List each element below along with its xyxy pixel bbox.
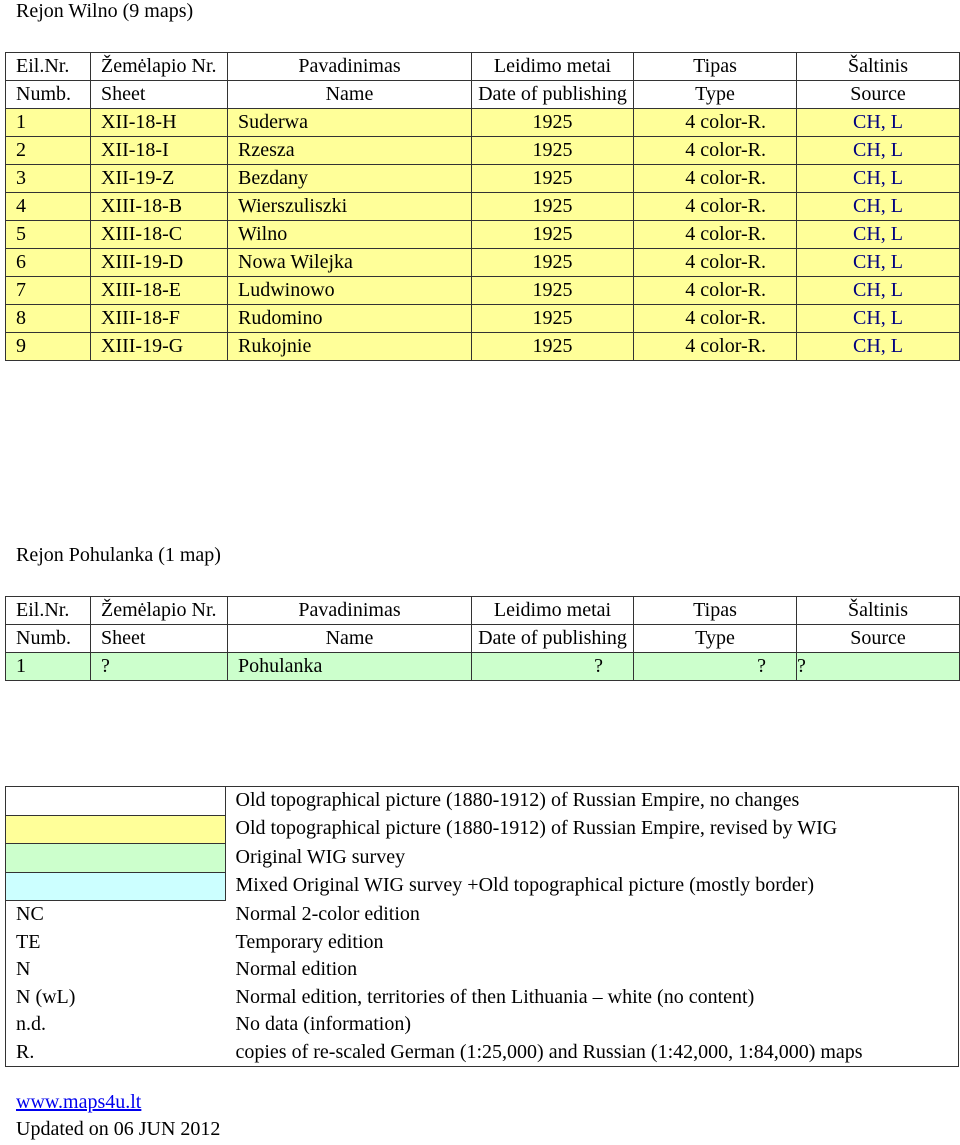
source-cell: CH, L [797, 165, 960, 193]
date-cell: 1925 [472, 137, 634, 165]
table-row [6, 333, 960, 361]
legend-row [6, 984, 959, 1012]
legend-code: n.d. [16, 1013, 46, 1035]
legend-gap [226, 872, 236, 901]
source-cell: CH, L [797, 333, 960, 361]
sheet-cell: XIII-18-C [91, 221, 228, 249]
type-cell: 4 color-R. [634, 137, 797, 165]
header-cell: Pavadinimas [228, 53, 472, 81]
legend-color-swatch [6, 815, 226, 844]
legend-code: NC [16, 903, 44, 925]
source-cell: CH, L [797, 137, 960, 165]
legend-row [6, 929, 959, 957]
legend-description: No data (information) [235, 1013, 411, 1035]
number-cell: 1 [6, 109, 91, 137]
name-cell: Nowa Wilejka [228, 249, 472, 277]
date-cell: 1925 [472, 109, 634, 137]
number-cell: 8 [6, 305, 91, 333]
name-cell: Rzesza [228, 137, 472, 165]
section-title-wilno: Rejon Wilno (9 maps) [16, 0, 194, 22]
section-title-pohulanka: Rejon Pohulanka (1 map) [16, 544, 221, 566]
name-cell: Rukojnie [228, 333, 472, 361]
date-cell: ? [472, 653, 634, 681]
table-row [6, 653, 960, 681]
date-cell: 1925 [472, 221, 634, 249]
legend-description: Old topographical picture (1880-1912) of Russian Empire, no changes [235, 789, 800, 811]
source-cell: CH, L [797, 305, 960, 333]
header-cell: Date of publishing [472, 625, 634, 653]
legend-description: Original WIG survey [235, 845, 406, 868]
name-cell: Pohulanka [228, 653, 472, 681]
legend-row [6, 844, 959, 873]
legend-color-swatch [6, 872, 226, 901]
header-cell: Sheet [91, 81, 228, 109]
type-cell: 4 color-R. [634, 305, 797, 333]
name-cell: Ludwinowo [228, 277, 472, 305]
header-cell: Source [797, 625, 960, 653]
name-cell: Wilno [228, 221, 472, 249]
legend-gap [226, 929, 236, 957]
header-cell: Leidimo metai [472, 53, 634, 81]
header-cell: Type [634, 625, 797, 653]
header-cell: Name [228, 625, 472, 653]
maps-table-wilno [5, 52, 960, 361]
legend-gap [226, 984, 236, 1012]
source-cell: CH, L [797, 109, 960, 137]
date-cell: 1925 [472, 305, 634, 333]
source-cell: ? [797, 653, 960, 681]
header-cell: Numb. [6, 625, 91, 653]
legend-description: Normal 2-color edition [235, 902, 420, 925]
header-cell: Šaltinis [797, 53, 960, 81]
table-row [6, 221, 960, 249]
table-row [6, 137, 960, 165]
legend-gap [226, 1011, 236, 1039]
header-cell: Eil.Nr. [6, 53, 91, 81]
legend-gap [226, 787, 236, 816]
source-cell: CH, L [797, 193, 960, 221]
legend-code: R. [16, 1040, 35, 1063]
sheet-cell: XIII-19-G [91, 333, 228, 361]
legend-row [6, 787, 959, 816]
legend-code: N (wL) [16, 985, 76, 1008]
number-cell: 7 [6, 277, 91, 305]
sheet-cell: XIII-18-F [91, 305, 228, 333]
number-cell: 5 [6, 221, 91, 249]
source-cell: CH, L [797, 277, 960, 305]
table-header-row [6, 597, 960, 625]
sheet-cell: XII-18-I [91, 137, 228, 165]
type-cell: ? [634, 653, 797, 681]
header-cell: Pavadinimas [228, 597, 472, 625]
date-cell: 1925 [472, 277, 634, 305]
source-cell: CH, L [797, 249, 960, 277]
name-cell: Bezdany [228, 165, 472, 193]
header-cell: Eil.Nr. [6, 597, 91, 625]
date-cell: 1925 [472, 249, 634, 277]
table-row [6, 193, 960, 221]
name-cell: Wierszuliszki [228, 193, 472, 221]
date-cell: 1925 [472, 165, 634, 193]
legend-description: Old topographical picture (1880-1912) of Russian Empire, revised by WIG [235, 817, 838, 839]
maps-table-pohulanka [5, 596, 960, 681]
header-cell: Numb. [6, 81, 91, 109]
legend-code: TE [16, 930, 41, 953]
legend-row [6, 872, 959, 901]
sheet-cell: XII-18-H [91, 109, 228, 137]
source-cell: CH, L [797, 221, 960, 249]
table-row [6, 277, 960, 305]
legend-color-swatch [6, 787, 226, 816]
website-link[interactable]: www.maps4u.lt [16, 1091, 142, 1113]
legend-description: Normal edition [235, 958, 358, 980]
type-cell: 4 color-R. [634, 221, 797, 249]
number-cell: 1 [6, 653, 91, 681]
header-cell: Šaltinis [797, 597, 960, 625]
legend-row [6, 815, 959, 844]
sheet-cell: XIII-18-E [91, 277, 228, 305]
header-cell: Date of publishing [472, 81, 634, 109]
legend-description: Mixed Original WIG survey +Old topographical picture (mostly border) [235, 874, 815, 896]
table-row [6, 165, 960, 193]
table-header-row [6, 625, 960, 653]
legend-row [6, 1039, 959, 1067]
header-cell: Sheet [91, 625, 228, 653]
legend-gap [226, 844, 236, 873]
sheet-cell: XIII-19-D [91, 249, 228, 277]
legend-row [6, 1011, 959, 1039]
table-header-row [6, 81, 960, 109]
table-header-row [6, 53, 960, 81]
number-cell: 6 [6, 249, 91, 277]
header-cell: Žemėlapio Nr. [91, 597, 228, 625]
legend-description: Temporary edition [235, 930, 384, 953]
legend-gap [226, 901, 236, 929]
header-cell: Name [228, 81, 472, 109]
table-row [6, 305, 960, 333]
legend-description: Normal edition, territories of then Lithuania – white (no content) [235, 985, 755, 1008]
legend-color-swatch [6, 844, 226, 873]
number-cell: 2 [6, 137, 91, 165]
header-cell: Source [797, 81, 960, 109]
updated-date: Updated on 06 JUN 2012 [16, 1118, 221, 1140]
legend-table [5, 786, 959, 1067]
legend-row [6, 956, 959, 984]
legend-row [6, 901, 959, 929]
table-row [6, 249, 960, 277]
type-cell: 4 color-R. [634, 165, 797, 193]
date-cell: 1925 [472, 333, 634, 361]
type-cell: 4 color-R. [634, 249, 797, 277]
header-cell: Type [634, 81, 797, 109]
legend-code: N [16, 958, 31, 980]
type-cell: 4 color-R. [634, 333, 797, 361]
legend-gap [226, 956, 236, 984]
name-cell: Suderwa [228, 109, 472, 137]
number-cell: 9 [6, 333, 91, 361]
legend-gap [226, 1039, 236, 1067]
table-row [6, 109, 960, 137]
legend-description: copies of re-scaled German (1:25,000) and Russian (1:42,000, 1:84,000) maps [235, 1040, 863, 1063]
header-cell: Žemėlapio Nr. [91, 53, 228, 81]
number-cell: 3 [6, 165, 91, 193]
type-cell: 4 color-R. [634, 109, 797, 137]
type-cell: 4 color-R. [634, 193, 797, 221]
legend-gap [226, 815, 236, 844]
number-cell: 4 [6, 193, 91, 221]
header-cell: Leidimo metai [472, 597, 634, 625]
header-cell: Tipas [634, 53, 797, 81]
sheet-cell: XIII-18-B [91, 193, 228, 221]
sheet-cell: ? [91, 653, 228, 681]
name-cell: Rudomino [228, 305, 472, 333]
header-cell: Tipas [634, 597, 797, 625]
type-cell: 4 color-R. [634, 277, 797, 305]
date-cell: 1925 [472, 193, 634, 221]
sheet-cell: XII-19-Z [91, 165, 228, 193]
